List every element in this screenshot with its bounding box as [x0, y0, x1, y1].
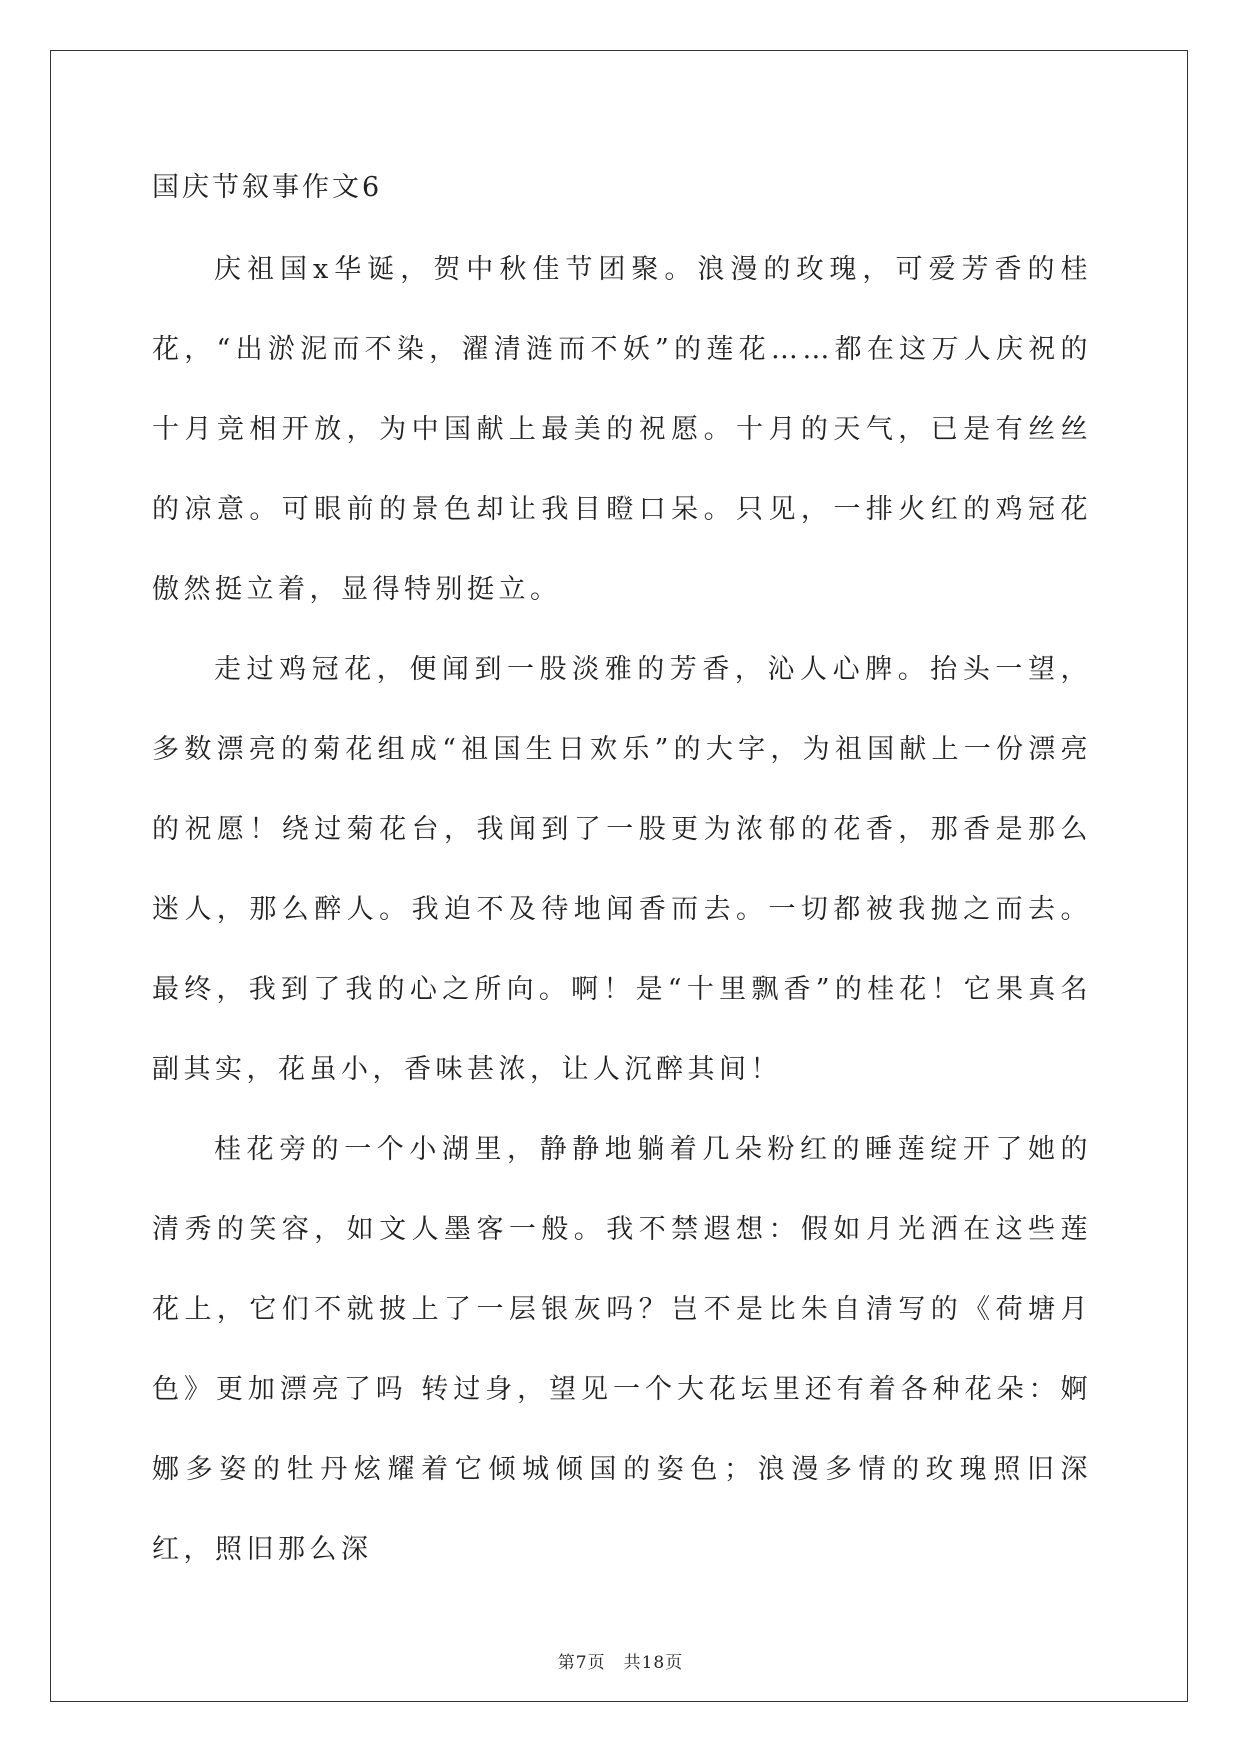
- paragraph-2: 走过鸡冠花，便闻到一股淡雅的芳香，沁人心脾。抬头一望，多数漂亮的菊花组成“祖国生日欢乐”的大字，为祖国献上一份漂亮的祝愿！绕过菊花台，我闻到了一股更为浓郁的花香，那香是那么迷人，那么醉人。我迫不及待地闻香而去。一切都被我抛之而去。最终，我到了我的心之所向。啊！是“十里飘香”的桂花！它果真名副其实，花虽小，香味甚浓，让人沉醉其间！: [152, 654, 1092, 1085]
- paragraph-1: 庆祖国x华诞，贺中秋佳节团聚。浪漫的玫瑰，可爱芳香的桂花，“出淤泥而不染，濯清涟而不妖”的莲花……都在这万人庆祝的十月竞相开放，为中国献上最美的祝愿。十月的天气，已是有丝丝的凉意。可眼前的景色却让我目瞪口呆。只见，一排火红的鸡冠花傲然挺立着，显得特别挺立。: [152, 254, 1092, 605]
- paragraph-3: 桂花旁的一个小湖里，静静地躺着几朵粉红的睡莲绽开了她的清秀的笑容，如文人墨客一般。我不禁遐想：假如月光洒在这些莲花上，它们不就披上了一层银灰吗？岂不是比朱自清写的《荷塘月色》更加漂亮了吗 转过身，望见一个大花坛里还有着各种花朵：婀娜多姿的牡丹炫耀着它倾城倾国的姿色；浪漫多情的玫瑰照旧深红，照旧那么深: [152, 1134, 1092, 1565]
- document-title: 国庆节叙事作文6: [152, 172, 383, 203]
- page-footer: 第7页 共18页: [557, 1653, 684, 1673]
- document-body: [152, 168, 1092, 1590]
